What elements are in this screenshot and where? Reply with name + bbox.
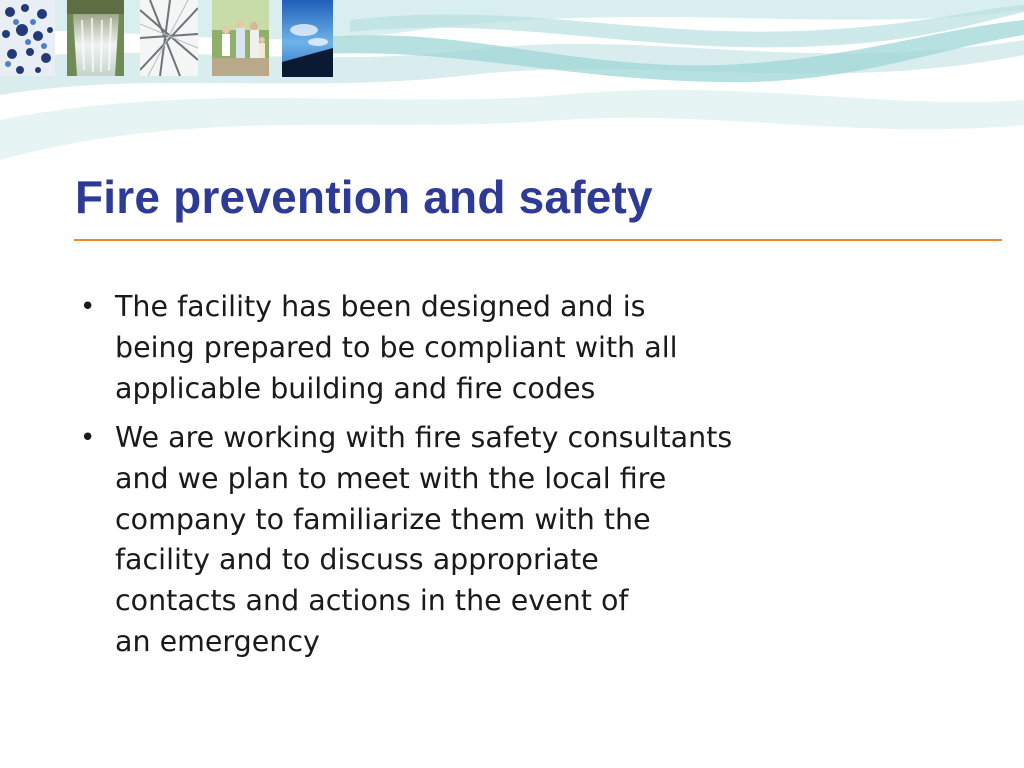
molecule-image: [0, 0, 55, 76]
bullet-line: and we plan to meet with the local fire: [115, 461, 667, 495]
bullet-line: applicable building and fire codes: [115, 371, 596, 405]
bullet-line: facility and to discuss appropriate: [115, 543, 599, 577]
bullet-line: being prepared to be compliant with all: [115, 330, 678, 364]
sky-building-image: [282, 0, 333, 77]
waterfall-image: [67, 0, 124, 76]
family-image: [212, 0, 269, 76]
bullet-line: an emergency: [115, 625, 320, 659]
bullet-list: [80, 287, 840, 671]
bullet-item: [80, 287, 840, 410]
bullet-line: contacts and actions in the event of: [115, 584, 629, 618]
bullet-item: [80, 418, 840, 663]
bullet-line: company to familiarize them with the: [115, 502, 651, 536]
slide-title: Fire prevention and safety: [75, 171, 653, 223]
title-divider: [74, 239, 1002, 241]
bullet-line: • We are working with fire safety consultants: [115, 420, 733, 454]
glass-structure-image: [140, 0, 198, 76]
bullet-line: • The facility has been designed and is: [115, 290, 646, 323]
